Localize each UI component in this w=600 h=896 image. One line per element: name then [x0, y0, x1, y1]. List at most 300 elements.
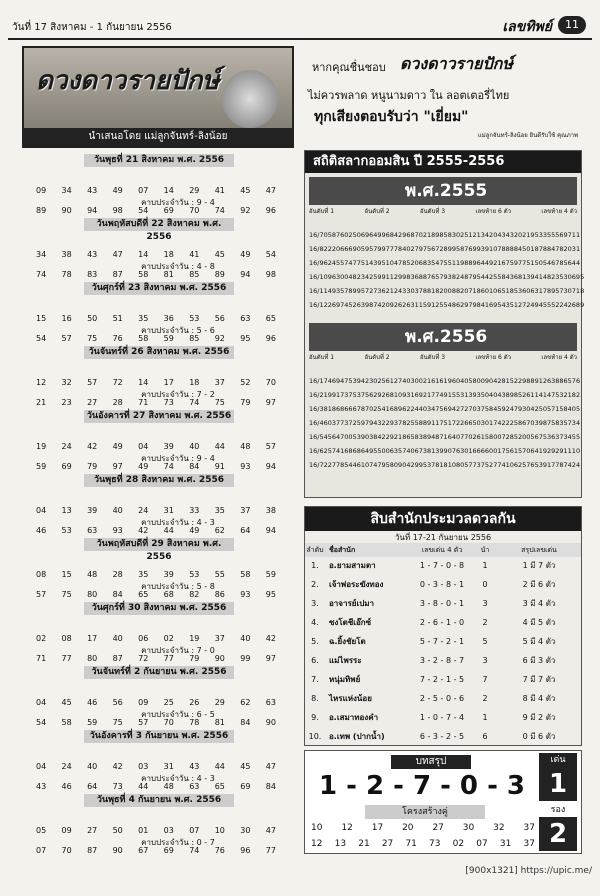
draw-pair: 92	[240, 206, 251, 215]
draw-pair: 45	[61, 698, 72, 707]
draw-pairs-row	[36, 654, 276, 664]
office-cell: 2 - 5 - 0 - 6	[419, 694, 465, 703]
draw-pair: 53	[189, 570, 200, 579]
draw-pair: 26	[189, 698, 200, 707]
office-cell: 6	[482, 732, 488, 741]
draw-pair: 58	[138, 334, 149, 343]
office-row	[305, 557, 581, 575]
draw-pair: 07	[189, 826, 200, 835]
stats-cell: 2292186	[381, 433, 411, 441]
pair-value: 37	[523, 839, 535, 849]
draw-pair: 54	[138, 206, 149, 215]
draw-pair: 59	[265, 570, 276, 579]
column-banner	[22, 46, 294, 148]
draw-pair: 31	[163, 506, 174, 515]
draw-result: คาบประจำวัน : 5 - 8	[141, 582, 215, 591]
draw-pair: 75	[214, 398, 225, 407]
draw-pair: 36	[163, 314, 174, 323]
draw-pair: 90	[214, 654, 225, 663]
stats-cell: 16/3	[309, 405, 324, 413]
stats-cell: 8583025	[439, 231, 469, 239]
draw-date: วันพฤหัสบดีที่ 22 สิงหาคม พ.ศ. 2556	[84, 218, 234, 231]
stats-cell: 9630048	[327, 273, 357, 281]
stats-cell: 7164077	[439, 433, 469, 441]
draw-pairs-row	[36, 206, 276, 216]
stats-column-label: อันดับที่ 1	[309, 354, 335, 361]
draw-pair: 37	[240, 506, 251, 515]
draw-pair: 43	[36, 782, 47, 791]
stats-cell: 2689	[567, 301, 585, 309]
secondary-digit-label: รอง	[550, 805, 566, 815]
draw-pair: 35	[138, 570, 149, 579]
office-cell: หนุ่มทิพย์	[329, 675, 361, 684]
draw-pair: 10	[214, 826, 225, 835]
office-row	[305, 576, 581, 594]
stats-cell: 7469475	[323, 377, 353, 385]
draw-pair: 65	[214, 782, 225, 791]
draw-pair: 94	[265, 462, 276, 471]
draw-date: วันศุกร์ที่ 23 สิงหาคม พ.ศ. 2556	[84, 282, 234, 295]
draw-pair: 39	[163, 442, 174, 451]
draw-pair: 89	[214, 270, 225, 279]
draw-pairs-row	[36, 846, 276, 856]
office-cell: 10.	[308, 732, 322, 741]
stats-cell: 6398742	[356, 301, 386, 309]
office-row	[305, 690, 581, 708]
draw-pair: 04	[36, 506, 47, 515]
stats-cell: 249455	[526, 301, 552, 309]
stats-cell: 16/2	[309, 391, 324, 399]
pair-value: 32	[493, 823, 505, 833]
stats-column	[304, 46, 585, 854]
draw-pair: 51	[112, 314, 123, 323]
office-row	[305, 671, 581, 689]
draw-pair: 31	[163, 762, 174, 771]
stats-cell: 394148	[526, 273, 552, 281]
stats-cell: 2353	[551, 273, 568, 281]
draw-result: คาบประจำวัน : 5 - 6	[141, 326, 215, 335]
draw-pair: 98	[265, 270, 276, 279]
office-cell: 4.	[311, 618, 319, 627]
draw-pair: 64	[240, 526, 251, 535]
draw-pair: 46	[61, 782, 72, 791]
draw-pair: 37	[214, 634, 225, 643]
draw-pair: 63	[265, 698, 276, 707]
draw-block	[22, 408, 294, 472]
draw-pair: 57	[61, 334, 72, 343]
pair-value: 73	[429, 839, 441, 849]
draw-pair: 16	[61, 314, 72, 323]
draw-pair: 65	[138, 590, 149, 599]
stats-cell: 16/5	[309, 433, 324, 441]
stats-cell: 1991737	[323, 391, 353, 399]
stats-cell: 005675	[522, 433, 547, 441]
stats-cell: 0063574	[381, 447, 411, 455]
stats-cell: 2797567	[410, 245, 440, 253]
draw-pair: 18	[189, 378, 200, 387]
stats-row	[309, 285, 585, 298]
stats-cell: 3637	[546, 433, 564, 441]
stats-row	[309, 299, 585, 312]
draw-pair: 06	[138, 634, 149, 643]
draw-pair: 70	[189, 206, 200, 215]
page-number: 11	[558, 16, 586, 34]
office-cell: 2.	[311, 580, 319, 589]
draw-pairs-row	[36, 442, 276, 452]
office-cell: 1 - 0 - 7 - 4	[419, 713, 465, 722]
office-cell: 0	[482, 580, 488, 589]
draw-pair: 69	[61, 462, 72, 471]
stats-cell: 2574168	[323, 447, 353, 455]
draw-pair: 48	[163, 782, 174, 791]
draw-pair: 38	[265, 506, 276, 515]
draw-pair: 84	[189, 462, 200, 471]
draw-pair: 14	[138, 250, 149, 259]
stats-cell: 7751439	[352, 259, 382, 267]
stats-cell: 5800904	[468, 377, 498, 385]
stats-cell: 2681093	[381, 391, 411, 399]
draw-pair: 74	[189, 846, 200, 855]
stats-cell: 2929	[546, 447, 564, 455]
draw-pair: 89	[36, 206, 47, 215]
offices-header-row	[305, 543, 581, 557]
draw-block	[22, 664, 294, 728]
stats-cell: 6503017	[468, 419, 498, 427]
stats-cell: 4935789	[327, 287, 357, 295]
draw-pair: 71	[138, 398, 149, 407]
draw-pairs-row	[36, 250, 276, 260]
stats-row	[309, 459, 581, 472]
stats-cell: 2995378	[410, 461, 440, 469]
draw-pair: 24	[61, 762, 72, 771]
draw-pair: 74	[163, 462, 174, 471]
pair-value: 27	[432, 823, 444, 833]
stats-column-headers	[309, 207, 577, 229]
stats-cell: 8405	[563, 405, 581, 413]
stats-column-label: อันดับที่ 3	[419, 354, 446, 361]
draw-pair: 70	[265, 378, 276, 387]
draw-pair: 23	[61, 398, 72, 407]
pair-value: 27	[381, 839, 394, 849]
ad-intro: หากคุณชื่นชอบ	[312, 61, 386, 74]
draw-pair: 43	[87, 186, 98, 195]
draw-pair: 44	[138, 782, 149, 791]
office-cell: 1.	[311, 561, 319, 570]
draw-pair: 04	[36, 762, 47, 771]
draw-pair: 45	[240, 186, 251, 195]
pair-value: 12	[311, 839, 323, 849]
draw-pairs-row	[36, 334, 276, 344]
draw-pair: 65	[265, 314, 276, 323]
draw-pair: 32	[61, 378, 72, 387]
draw-pairs-row	[36, 762, 276, 772]
office-cell: 4 มี 5 ตัว	[522, 618, 556, 627]
draw-pair: 97	[265, 398, 276, 407]
draw-pair: 95	[240, 334, 251, 343]
draw-block	[22, 152, 294, 216]
draw-pair: 93	[240, 462, 251, 471]
stats-cell: 2031	[563, 245, 581, 253]
draw-pair: 87	[112, 654, 123, 663]
draw-pair: 42	[87, 442, 98, 451]
office-cell: 2	[482, 618, 488, 627]
draw-pair: 46	[87, 698, 98, 707]
stats-cell: 8964492	[468, 259, 498, 267]
draw-pair: 56	[112, 698, 123, 707]
office-row	[305, 633, 581, 651]
stats-cell: 5715	[546, 405, 564, 413]
stats-cell: 8702189	[410, 231, 440, 239]
draw-pair: 18	[163, 250, 174, 259]
office-cell: 1 มี 7 ตัว	[522, 561, 556, 570]
draw-pair: 68	[163, 590, 174, 599]
stats-cell: 3455	[563, 433, 581, 441]
ten-offices-table	[304, 506, 582, 746]
office-cell: อาจารย์เปมา	[329, 599, 375, 608]
offices-title: สิบสำนักประมวลดวลกัน	[305, 507, 581, 531]
draw-pair: 15	[61, 570, 72, 579]
stats-cell: 5644	[563, 259, 581, 267]
draw-date: วันพฤหัสบดีที่ 29 สิงหาคม พ.ศ. 2556	[84, 538, 234, 551]
ad-tagline: ไม่ควรพลาด หนูนามดาว ใน ลอตเตอรี่ไทย	[308, 89, 510, 102]
draw-pair: 82	[189, 590, 200, 599]
stats-cell: 6864955	[352, 447, 382, 455]
stats-row	[309, 375, 581, 388]
pair-value: 07	[476, 839, 488, 849]
draw-pair: 86	[214, 590, 225, 599]
stats-cell: 7424	[563, 461, 581, 469]
draw-result: คาบประจำวัน : 7 - 0	[141, 646, 215, 655]
pair-value: 21	[358, 839, 370, 849]
draw-date: วันจันทร์ที่ 2 กันยายน พ.ศ. 2556	[84, 666, 234, 679]
draw-pair: 99	[240, 654, 251, 663]
office-cell: 8.	[311, 694, 319, 703]
draw-pair: 77	[61, 654, 72, 663]
office-cell: 5	[482, 637, 488, 646]
draw-pair: 39	[163, 570, 174, 579]
stats-cell: 9573	[551, 287, 568, 295]
draw-pair: 64	[87, 782, 98, 791]
pair-value: 12	[341, 823, 353, 833]
stats-cell: 5694272	[439, 405, 469, 413]
stats-row	[309, 389, 581, 402]
draw-pair: 87	[87, 846, 98, 855]
draw-pair: 79	[87, 462, 98, 471]
stats-column-label: อันดับที่ 1	[309, 208, 335, 215]
draw-pairs-row	[36, 526, 276, 536]
stats-cell: 434320	[497, 231, 523, 239]
stats-row	[309, 417, 581, 430]
stats-row	[309, 431, 581, 444]
stats-cell: 4610747	[352, 461, 382, 469]
draw-pair: 62	[240, 698, 251, 707]
draw-pair: 71	[36, 654, 47, 663]
stats-cell: 9841695	[472, 301, 502, 309]
office-cell: เจ้าพ่อระฆังทอง	[329, 580, 384, 589]
office-cell: 3	[482, 599, 488, 608]
draw-pair: 50	[112, 826, 123, 835]
draw-pair: 04	[138, 442, 149, 451]
image-source: [900x1321] https://upic.me/	[465, 866, 592, 876]
draw-pair: 19	[36, 442, 47, 451]
draw-pair: 80	[87, 590, 98, 599]
stats-cell: 1129983	[385, 273, 415, 281]
draw-block	[22, 472, 294, 536]
draw-pair: 02	[163, 634, 174, 643]
stats-cell: 1778	[546, 461, 564, 469]
draw-pair: 83	[87, 270, 98, 279]
draw-pair: 42	[138, 526, 149, 535]
stats-cell: 2899587	[439, 245, 469, 253]
office-cell: 7	[482, 675, 488, 684]
advertisement	[304, 46, 582, 142]
draw-pair: 90	[112, 846, 123, 855]
draw-pair: 24	[138, 506, 149, 515]
draw-pair: 78	[61, 270, 72, 279]
draw-pair: 58	[138, 270, 149, 279]
draw-pair: 90	[61, 206, 72, 215]
stats-cell: 9777840	[381, 245, 411, 253]
draw-pair: 50	[87, 314, 98, 323]
draw-pair: 08	[61, 634, 72, 643]
draw-pair: 43	[87, 250, 98, 259]
office-cell: อ.เทพ (ปากน้ำ)	[329, 732, 385, 741]
draw-pair: 03	[163, 826, 174, 835]
summary-number: 1 - 2 - 7 - 0 - 3	[318, 771, 526, 801]
pair-value: 13	[334, 839, 347, 849]
draw-result: คาบประจำวัน : 4 - 8	[141, 262, 215, 271]
stats-cell: 6196040	[439, 377, 469, 385]
draw-pair: 27	[87, 826, 98, 835]
stats-cell: 16/12	[309, 301, 328, 309]
stats-row	[309, 229, 581, 242]
draw-pair: 17	[163, 378, 174, 387]
draw-date: วันจันทร์ที่ 26 สิงหาคม พ.ศ. 2556	[84, 346, 234, 359]
draw-pair: 40	[112, 634, 123, 643]
stats-cell: 16/7	[309, 461, 324, 469]
draw-pair: 59	[36, 462, 47, 471]
draw-pair: 57	[36, 590, 47, 599]
ad-headline: ทุกเสียงตอบรับว่า "เยี่ยม"	[314, 109, 469, 125]
draw-pair: 91	[214, 462, 225, 471]
draw-pair: 84	[240, 718, 251, 727]
stats-cell: 2342599	[356, 273, 386, 281]
draw-pair: 75	[61, 590, 72, 599]
stats-cell: 16/8	[309, 245, 324, 253]
stats-cell: 5375629	[352, 391, 382, 399]
office-cell: 7.	[311, 675, 319, 684]
stats-cell: 2277854	[323, 461, 353, 469]
pair-value: 17	[371, 823, 384, 833]
stats-title: สถิติสลากออมสิน ปี 2555-2556	[305, 151, 581, 173]
stats-cell: 261141	[522, 391, 547, 399]
stats-column-label: เลขท้าย 6 ตัว	[475, 208, 512, 215]
draw-pair: 57	[87, 378, 98, 387]
pair-value: 31	[499, 839, 512, 849]
draw-pairs-row	[36, 698, 276, 708]
stats-cell: 2697452	[327, 301, 357, 309]
offices-header-cell: ลำดับ	[306, 546, 324, 554]
year-2556-heading: พ.ศ.2556	[309, 323, 577, 351]
office-cell: ฉ.ยิ้งชัยโต	[329, 637, 366, 646]
banner-subtitle: นำเสนอโดย แม่ลูกจันทร์-ลิงน้อย	[24, 128, 292, 146]
draw-pair: 95	[265, 590, 276, 599]
stats-cell: 219533	[522, 231, 547, 239]
draw-pair: 13	[61, 506, 72, 515]
stats-cell: 6993910	[468, 245, 498, 253]
draw-date: วันศุกร์ที่ 30 สิงหาคม พ.ศ. 2556	[84, 602, 234, 615]
office-cell: 6.	[311, 656, 319, 665]
draw-pairs-row	[36, 462, 276, 472]
stats-cell: 9580904	[381, 461, 411, 469]
draw-pair: 74	[214, 206, 225, 215]
stats-cell: 5390384	[352, 433, 382, 441]
draw-block	[22, 792, 294, 856]
stats-cell: 16/6	[309, 447, 324, 455]
draw-pair: 05	[36, 826, 47, 835]
stats-row	[309, 243, 581, 256]
draw-pair: 58	[61, 718, 72, 727]
stats-cell: 167597	[497, 259, 523, 267]
draw-pair: 67	[138, 846, 149, 855]
office-row	[305, 709, 581, 727]
stats-cell: 4678	[546, 259, 564, 267]
stats-cell: 8478	[546, 245, 564, 253]
stats-cell: 9544255	[472, 273, 502, 281]
draw-pair: 94	[240, 270, 251, 279]
stats-cell: 4168962	[381, 405, 411, 413]
draw-pair: 70	[61, 846, 72, 855]
pairs-row	[311, 821, 535, 835]
stats-cell: 5588911	[410, 419, 440, 427]
stats-cell: 751505	[522, 259, 547, 267]
draw-pair: 47	[265, 186, 276, 195]
prediction-column	[22, 46, 294, 854]
stats-cell: 9382487	[443, 273, 473, 281]
office-cell: 6 - 3 - 2 - 5	[419, 732, 465, 741]
draw-pair: 28	[112, 570, 123, 579]
stats-cell: 518536	[501, 287, 527, 295]
pairs-row	[311, 837, 535, 851]
draw-pairs-row	[36, 398, 276, 408]
stats-column-label: เลขท้าย 6 ตัว	[475, 354, 512, 361]
pair-value: 71	[405, 839, 417, 849]
stats-cell: 1110	[563, 447, 581, 455]
pairs-label: โครงสร้างคู่	[365, 805, 485, 819]
stats-cell: 5734	[563, 419, 581, 427]
stats-row	[309, 445, 581, 458]
draw-pair: 29	[214, 698, 225, 707]
office-cell: แม่ไพรระ	[329, 656, 362, 665]
stats-cell: 6887657	[414, 273, 444, 281]
stats-cell: 988912	[522, 377, 547, 385]
draw-date: วันอังคารที่ 27 สิงหาคม พ.ศ. 2556	[84, 410, 234, 423]
draw-pair: 54	[36, 334, 47, 343]
office-cell: 9 มี 2 ตัว	[522, 713, 556, 722]
draw-pair: 98	[112, 206, 123, 215]
office-cell: 3.	[311, 599, 319, 608]
draw-result: คาบประจำวัน : 4 - 3	[141, 518, 215, 527]
draw-pair: 24	[61, 442, 72, 451]
draw-pair: 40	[112, 506, 123, 515]
year-2555-heading: พ.ศ.2555	[309, 177, 577, 205]
office-cell: 3	[482, 656, 488, 665]
stats-cell: 6245574	[323, 259, 353, 267]
draw-pair: 09	[61, 826, 72, 835]
draw-pairs-row	[36, 718, 276, 728]
draw-date: วันพุธที่ 4 กันยายน พ.ศ. 2556	[84, 794, 234, 807]
stats-cell: 9711	[563, 231, 581, 239]
